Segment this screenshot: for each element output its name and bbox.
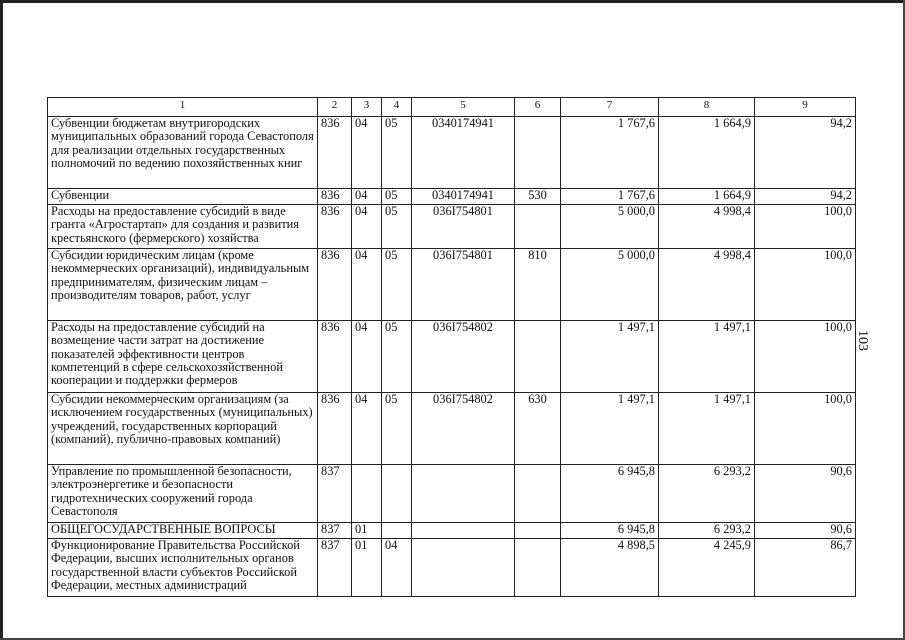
row-section: 04 xyxy=(352,117,382,189)
row-ministry-code: 836 xyxy=(318,189,352,205)
col-header-2: 2 xyxy=(318,98,352,117)
row-target-article: 0340174941 xyxy=(412,117,515,189)
row-subsection: 05 xyxy=(382,393,412,465)
row-section: 04 xyxy=(352,393,382,465)
row-name: Субсидии юридическим лицам (кроме некоммерческих организаций), индивидуальным предпринимателям, физическим лицам – производителям товаров, работ, услуг xyxy=(48,249,318,321)
row-executed: 6 293,2 xyxy=(659,523,755,539)
row-expense-type xyxy=(515,523,561,539)
row-percent: 100,0 xyxy=(755,205,856,249)
table-body xyxy=(48,117,856,597)
row-planned: 4 898,5 xyxy=(561,539,659,597)
row-expense-type xyxy=(515,321,561,393)
row-expense-type xyxy=(515,205,561,249)
row-target-article: 036I754802 xyxy=(412,321,515,393)
col-header-3: 3 xyxy=(352,98,382,117)
table-row xyxy=(48,321,856,393)
row-name: Субвенции бюджетам внутригородских муниципальных образований города Севастополя для реализации отдельных государственных полномочий по ведению похозяйственных книг xyxy=(48,117,318,189)
row-subsection xyxy=(382,465,412,523)
budget-table xyxy=(47,97,856,597)
table-row xyxy=(48,205,856,249)
col-header-5: 5 xyxy=(412,98,515,117)
row-executed: 6 293,2 xyxy=(659,465,755,523)
row-percent: 90,6 xyxy=(755,523,856,539)
col-header-4: 4 xyxy=(382,98,412,117)
table-row xyxy=(48,189,856,205)
table-row xyxy=(48,539,856,597)
row-executed: 4 998,4 xyxy=(659,249,755,321)
row-ministry-code: 837 xyxy=(318,523,352,539)
row-name: Субвенции xyxy=(48,189,318,205)
col-header-1: 1 xyxy=(48,98,318,117)
row-executed: 1 664,9 xyxy=(659,189,755,205)
row-percent: 100,0 xyxy=(755,321,856,393)
row-planned: 6 945,8 xyxy=(561,523,659,539)
row-target-article: 036I754801 xyxy=(412,249,515,321)
table-row xyxy=(48,393,856,465)
row-ministry-code: 837 xyxy=(318,539,352,597)
row-planned: 1 497,1 xyxy=(561,321,659,393)
row-target-article: 0340174941 xyxy=(412,189,515,205)
row-name: Расходы на предоставление субсидий на возмещение части затрат на достижение показателей эффективности центров компетенций в сфере сельскохозяйственной кооперации и поддержки фермеров xyxy=(48,321,318,393)
row-expense-type xyxy=(515,465,561,523)
row-section: 01 xyxy=(352,523,382,539)
row-ministry-code: 836 xyxy=(318,393,352,465)
row-section: 01 xyxy=(352,539,382,597)
row-planned: 1 767,6 xyxy=(561,117,659,189)
row-expense-type xyxy=(515,117,561,189)
row-percent: 100,0 xyxy=(755,249,856,321)
row-section xyxy=(352,465,382,523)
row-target-article: 036I754801 xyxy=(412,205,515,249)
row-executed: 1 497,1 xyxy=(659,321,755,393)
row-name: Расходы на предоставление субсидий в виде гранта «Агростартап» для создания и развития крестьянского (фермерского) хозяйства xyxy=(48,205,318,249)
row-ministry-code: 836 xyxy=(318,117,352,189)
row-expense-type: 530 xyxy=(515,189,561,205)
col-header-8: 8 xyxy=(659,98,755,117)
row-section: 04 xyxy=(352,205,382,249)
row-target-article xyxy=(412,523,515,539)
row-percent: 94,2 xyxy=(755,117,856,189)
row-percent: 100,0 xyxy=(755,393,856,465)
row-executed: 1 497,1 xyxy=(659,393,755,465)
row-executed: 4 998,4 xyxy=(659,205,755,249)
row-planned: 6 945,8 xyxy=(561,465,659,523)
row-expense-type: 810 xyxy=(515,249,561,321)
row-section: 04 xyxy=(352,321,382,393)
row-name: ОБЩЕГОСУДАРСТВЕННЫЕ ВОПРОСЫ xyxy=(48,523,318,539)
row-ministry-code: 837 xyxy=(318,465,352,523)
row-subsection: 05 xyxy=(382,117,412,189)
table-header-row xyxy=(48,98,856,117)
row-subsection: 04 xyxy=(382,539,412,597)
row-subsection: 05 xyxy=(382,189,412,205)
table-row xyxy=(48,523,856,539)
row-percent: 90,6 xyxy=(755,465,856,523)
row-ministry-code: 836 xyxy=(318,321,352,393)
row-subsection: 05 xyxy=(382,205,412,249)
row-percent: 94,2 xyxy=(755,189,856,205)
page-number: 103 xyxy=(855,330,870,351)
col-header-7: 7 xyxy=(561,98,659,117)
row-executed: 4 245,9 xyxy=(659,539,755,597)
page-border-top xyxy=(0,0,905,3)
row-expense-type: 630 xyxy=(515,393,561,465)
row-planned: 5 000,0 xyxy=(561,249,659,321)
col-header-9: 9 xyxy=(755,98,856,117)
row-name: Функционирование Правительства Российской Федерации, высших исполнительных органов государственной власти субъектов Российской Федерации, местных администраций xyxy=(48,539,318,597)
row-planned: 5 000,0 xyxy=(561,205,659,249)
row-name: Субсидии некоммерческим организациям (за исключением государственных (муниципальных) учреждений, государственных корпораций (компаний), публично-правовых компаний) xyxy=(48,393,318,465)
row-ministry-code: 836 xyxy=(318,205,352,249)
page-border-left xyxy=(0,0,3,640)
row-subsection xyxy=(382,523,412,539)
table-row xyxy=(48,117,856,189)
row-target-article xyxy=(412,465,515,523)
row-executed: 1 664,9 xyxy=(659,117,755,189)
table-row xyxy=(48,249,856,321)
row-planned: 1 767,6 xyxy=(561,189,659,205)
table-row xyxy=(48,465,856,523)
row-target-article xyxy=(412,539,515,597)
row-subsection: 05 xyxy=(382,321,412,393)
row-section: 04 xyxy=(352,189,382,205)
row-planned: 1 497,1 xyxy=(561,393,659,465)
row-ministry-code: 836 xyxy=(318,249,352,321)
col-header-6: 6 xyxy=(515,98,561,117)
row-expense-type xyxy=(515,539,561,597)
row-section: 04 xyxy=(352,249,382,321)
row-name: Управление по промышленной безопасности, электроэнергетике и безопасности гидротехнических сооружений города Севастополя xyxy=(48,465,318,523)
row-percent: 86,7 xyxy=(755,539,856,597)
row-subsection: 05 xyxy=(382,249,412,321)
row-target-article: 036I754802 xyxy=(412,393,515,465)
